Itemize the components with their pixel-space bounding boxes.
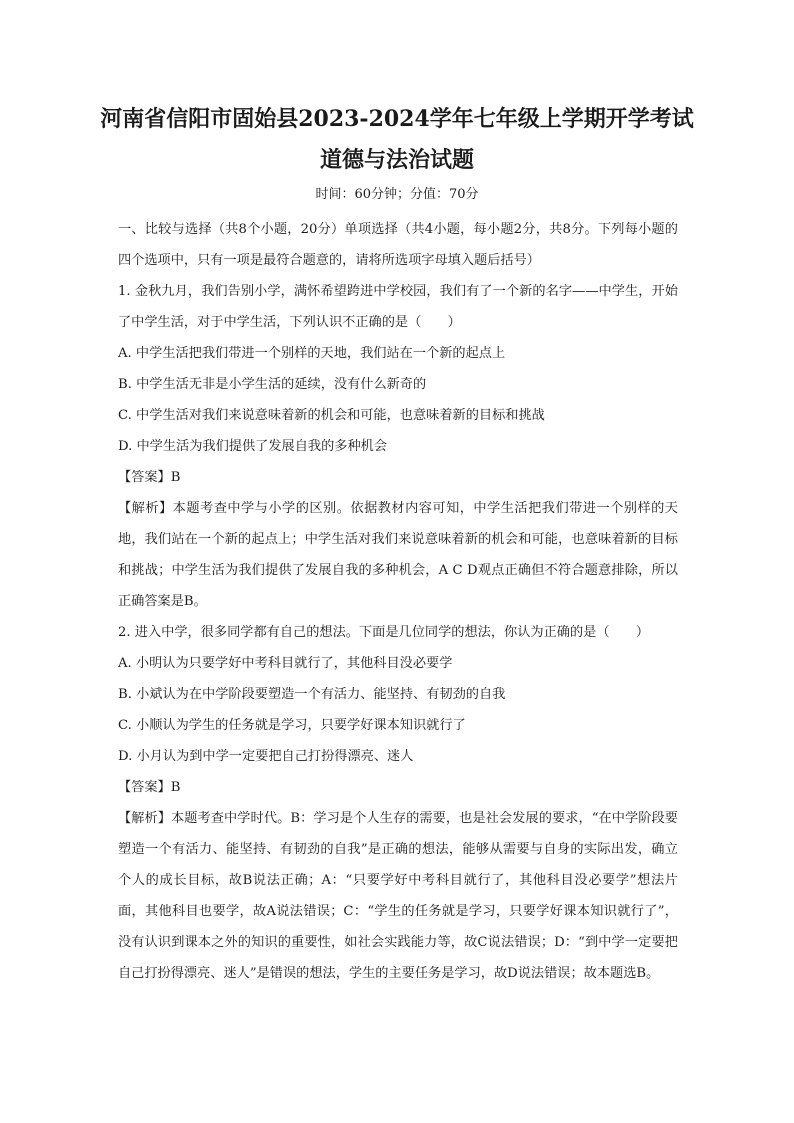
question-2-stem: 2. 进入中学，很多同学都有自己的想法。下面是几位同学的想法，你认为正确的是（ ） (118, 625, 650, 640)
question-2-answer: 【答案】B (118, 780, 181, 795)
document-subtitle: 道德与法治试题 (319, 147, 474, 173)
section-instructions: 一、比较与选择（共8个小题，20分）单项选择（共4小题，每小题2分，共8分。下列每小题的四个选项中，只有一项是最符合题意的，请将所选项字母填入题后括号） (118, 222, 678, 268)
document-body (118, 214, 678, 989)
question-1-analysis: 【解析】本题考查中学与小学的区别。依据教材内容可知，中学生活把我们带进一个别样的天地，我们站在一个新的起点上；中学生活对我们来说意味着新的机会和可能，也意味着新的目标和挑战；中学生活为我们提供了发展自我的多种机会，A C D观点正确但不符合题意排除，所以正确答案是B。 (118, 501, 678, 609)
question-1-option-d: D. 中学生活为我们提供了发展自我的多种机会 (118, 439, 388, 454)
question-1-option-a: A. 中学生活把我们带进一个别样的天地，我们站在一个新的起点上 (118, 346, 506, 361)
question-1-option-c: C. 中学生活对我们来说意味着新的机会和可能，也意味着新的目标和挑战 (118, 408, 545, 423)
question-2-option-a: A. 小明认为只要学好中考科目就行了，其他科目没必要学 (118, 656, 453, 671)
question-2-option-c: C. 小顺认为学生的任务就是学习，只要学好课本知识就行了 (118, 718, 466, 733)
question-1-option-b: B. 中学生活无非是小学生活的延续，没有什么新奇的 (118, 377, 427, 392)
question-2-analysis: 【解析】本题考查中学时代。B：学习是个人生存的需要，也是社会发展的要求，“在中学阶段要塑造一个有活力、能坚持、有韧劲的自我”是正确的想法，能够从需要与自身的实际出发，确立个人的成长目标，故B说法正确；A：“只要学好中考科目就行了，其他科目没必要学”想法片面，其他科目也要学，故A说法错误；C：“学生的任务就是学习，只要学好课本知识就行了”，没有认识到课本之外的知识的重要性，如社会实践能力等，故C说法错误；D：“到中学一定要把自己打扮得漂亮、迷人”是错误的想法，学生的主要任务是学习，故D说法错误；故本题选B。 (118, 811, 678, 981)
question-2-option-b: B. 小斌认为在中学阶段要塑造一个有活力、能坚持、有韧劲的自我 (118, 687, 506, 702)
exam-time-score: 时间：60分钟；分值：70分 (315, 187, 479, 202)
question-2-option-d: D. 小月认为到中学一定要把自己打扮得漂亮、迷人 (118, 749, 414, 764)
question-1-stem: 1. 金秋九月，我们告别小学，满怀希望跨进中学校园，我们有了一个新的名字——中学生，开始了中学生活，对于中学生活，下列认识不正确的是（ ） (118, 284, 678, 330)
question-1-answer: 【答案】B (118, 470, 181, 485)
document-title: 河南省信阳市固始县2023-2024学年七年级上学期开学考试 (100, 106, 694, 132)
